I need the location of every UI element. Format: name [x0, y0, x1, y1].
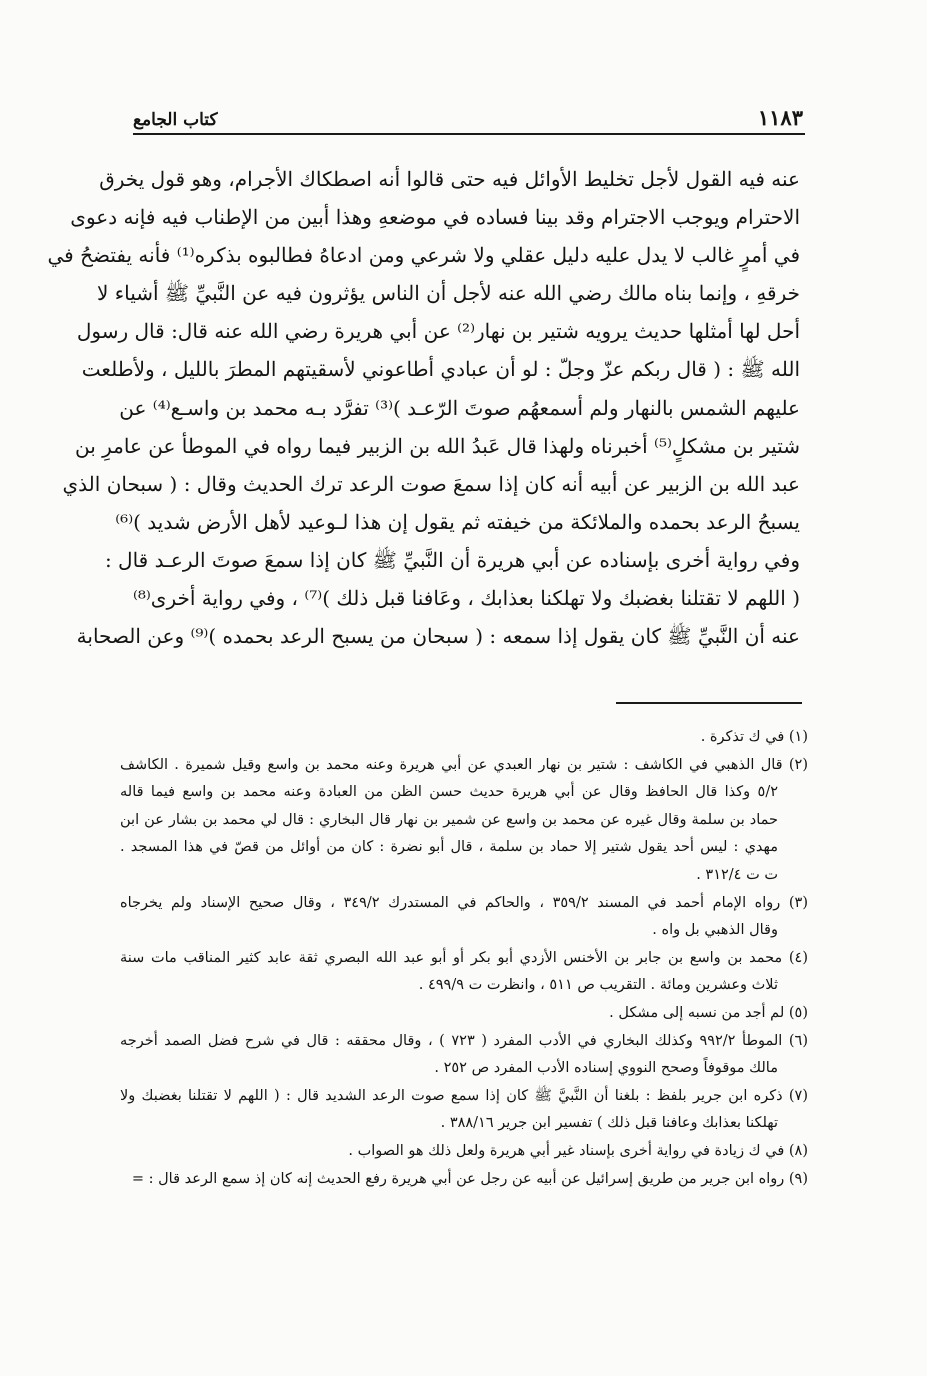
body-line: في أمرٍ غالب لا يدل عليه دليل عقلي ولا شرعي ومن ادعاهُ فطالبوه بذكره⁽¹⁾ فأنه يفتضحُ في — [47, 243, 800, 268]
footnote-line: (٦) الموطأ ٩٩٢/٢ وكذلك البخاري في الأدب المفرد ( ٧٢٣ ) ، وقال محققه : قال في شرح فضل الصمد أخرجه — [120, 1032, 808, 1049]
footnote — [120, 724, 808, 752]
footnote-line: (٩) رواه ابن جرير من طريق إسرائيل عن أبيه عن رجل عن أبي هريرة رفع الحديث إنه كان إذ سمع الرعد قال : = — [131, 1170, 808, 1187]
footnote-line: ٥/٢ وكذا قال الحافظ وقال عن أبي هريرة حديث حسن الظن من العبادة وعنه محمد بن واسع فيما قاله — [120, 784, 778, 801]
body-line: عبد الله بن الزبير عن أبيه أنه كان إذا سمعَ صوت الرعد ترك الحديث وقال : ( سبحان الذي — [62, 471, 800, 496]
body-line: ( اللهم لا تقتلنا بغضبك ولا تهلكنا بعذابك ، وعَافنا قبل ذلك )⁽⁷⁾ ، وفي رواية أخرى⁽⁸⁾ — [132, 586, 800, 611]
footnote-line: (٤) محمد بن واسع بن جابر بن الأخنس الأزدي أبو بكر أو أبو عبد الله البصري ثقة عابد كثير المناقب مات سنة — [120, 949, 808, 966]
page-number: ١١٨٣ — [757, 105, 803, 130]
body-line: الاحترام ويوجب الاجترام وقد بينا فساده في موضعهِ وهذا أبين من الإطناب فيه فإنه دعوى — [70, 205, 800, 230]
running-header — [133, 104, 803, 130]
footnote — [120, 1166, 808, 1194]
footnote-line: حماد بن سلمة وقال غيره عن محمد بن واسع عن شمير بن نهار قال البخاري : قال لي محمد بن بشار عن ابن — [120, 811, 778, 828]
footnote — [120, 1000, 808, 1028]
footnote-line: ت ت ٣١٢/٤ . — [696, 866, 778, 883]
body-line: عنه فيه القول لأجل تخليط الأوائل فيه حتى قالوا أنه اصطكاك الأجرام، وهو قول يخرق — [99, 167, 800, 191]
footnote-line: (٨) في ك زيادة في رواية أخرى بإسناد غير أبي هريرة ولعل ذلك هو الصواب . — [348, 1142, 808, 1159]
footnote — [120, 945, 808, 1000]
body-line: وفي رواية أخرى بإسناده عن أبي هريرة أن النَّبيِّ ﷺ كان إذا سمعَ صوتَ الرعـد قال : — [104, 547, 800, 572]
header-divider — [133, 133, 805, 135]
footnote-line: مهدي : ليس أحد يقول شتير إلا حماد بن سلمة ، قال أبو نضرة : كان من أوائل من قصّ في هذا المسجد . — [120, 839, 778, 856]
footnote-line: مالك موقوفاً وصحح النووي إسناده الأدب المفرد ص ٢٥٢ . — [434, 1060, 778, 1077]
footnote-divider — [616, 702, 802, 704]
body-line: عنه أن النَّبيِّ ﷺ كان يقول إذا سمعه : ( سبحان من يسبح الرعد بحمده )⁽⁹⁾ وعن الصحابة — [76, 624, 800, 649]
body-line: أحل لها أمثلها حديث يرويه شتير بن نهار⁽²⁾ عن أبي هريرة رضي الله عنه قال: قال رسول — [76, 319, 800, 344]
footnote-line: (٣) رواه الإمام أحمد في المسند ٣٥٩/٢ ، والحاكم في المستدرك ٣٤٩/٢ ، وقال صحيح الإسناد ولم يخرجاه — [120, 894, 808, 911]
footnotes — [120, 724, 808, 1193]
main-text — [47, 160, 800, 655]
footnote — [120, 1028, 808, 1083]
body-line: يسبحُ الرعد بحمده والملائكة من خيفته ثم يقول إن هذا لـوعيد لأهل الأرض شديد )⁽⁶⁾ — [115, 509, 800, 534]
footnote-line: (٥) لم أجد من نسبه إلى مشكل . — [609, 1004, 808, 1021]
body-line: عليهم الشمس بالنهار ولم أسمعهُم صوتَ الرّعـد )⁽³⁾ تفرَّد بـه محمد بن واسـع⁽⁴⁾ عن — [119, 395, 800, 420]
footnote-line: تهلكنا بعذابك وعافنا قبل ذلك ) تفسير ابن جرير ٣٨٨/١٦ . — [440, 1115, 778, 1132]
footnote — [120, 752, 808, 890]
footnote-line: (١) في ك تذكرة . — [700, 729, 808, 745]
footnote-line: (٧) ذكره ابن جرير بلفظ : بلغنا أن النَّبيَّ ﷺ كان إذا سمع صوت الرعد الشديد قال : ( اللهم لا تقتلنا بغضبك ولا — [120, 1087, 808, 1104]
body-line: خرقهِ ، وإنما بناه مالك رضي الله عنه لأجل أن الناس يؤثرون فيه عن النَّبيِّ ﷺ أشياء لا — [96, 281, 800, 306]
footnote-line: وقال الذهبي بل واه . — [652, 922, 778, 939]
body-line: شتير بن مشكلٍ⁽⁵⁾ أخبرناه ولهذا قال عَبدُ الله بن الزبير فيما رواه في الموطأ عن عامرِ بن — [74, 433, 800, 458]
footnote-line: ثلاث وعشرين ومائة . التقريب ص ٥١١ ، وانظرت ت ٤٩٩/٩ . — [418, 977, 778, 994]
footnote — [120, 1083, 808, 1138]
footnote-line: (٢) قال الذهبي في الكاشف : شتير بن نهار العبدي عن أبي هريرة وعنه محمد بن واسع وقيل شميرة . الكاشف — [120, 756, 808, 773]
footnote — [120, 890, 808, 945]
body-line: الله ﷺ : ( قال ربكم عزّ وجلّ : لو أن عبادي أطاعوني لأسقيتهم المطرَ بالليل ، ولأطلعت — [81, 357, 800, 382]
book-title: كتاب الجامع — [133, 110, 218, 130]
footnote — [120, 1138, 808, 1166]
